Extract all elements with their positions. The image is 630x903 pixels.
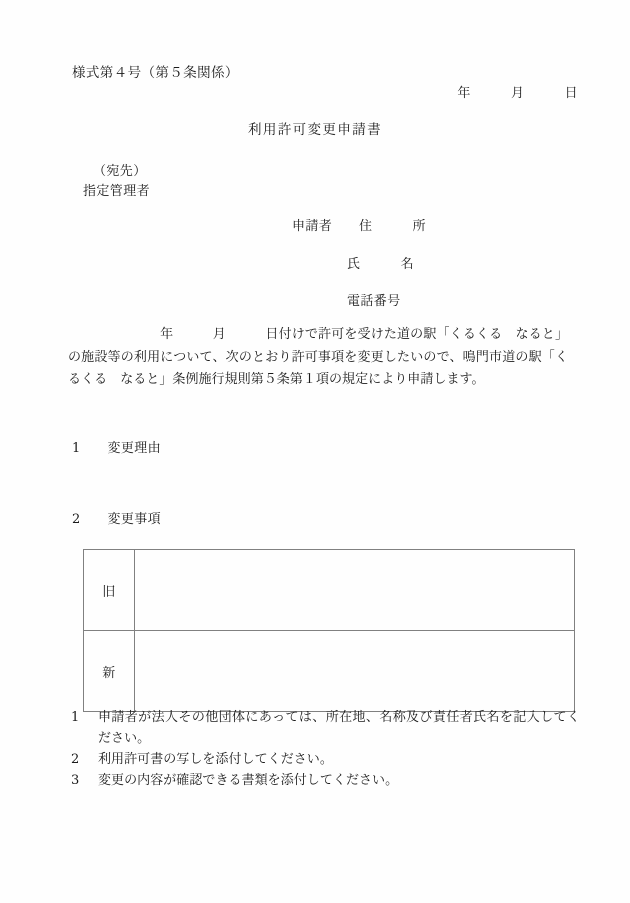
applicant-address-field: 申請者 住 所 xyxy=(292,219,427,234)
body-paragraph: 年 月 日付けで許可を受けた道の駅「くるくる なると」の施設等の利用について、次のとおり許可事項を変更したいので、鳴門市道の駅「くるくる なると」条例施行規則第５条第１項の規定により申請します。 xyxy=(68,327,568,387)
row-label-old: 旧 xyxy=(84,550,135,631)
row-label-new: 新 xyxy=(84,631,135,712)
applicant-name-field: 氏 名 xyxy=(347,257,415,272)
footer-notes xyxy=(68,707,580,791)
table-row xyxy=(84,550,575,631)
section-heading-reason: 1 変更理由 xyxy=(72,441,162,456)
addressee-name: 指定管理者 xyxy=(83,184,151,199)
table-row xyxy=(84,631,575,712)
note-item xyxy=(68,707,580,749)
form-number: 様式第４号（第５条関係） xyxy=(72,65,239,81)
addressee-label: （宛先） xyxy=(93,164,147,179)
note-text: 利用許可書の写しを添付してください。 xyxy=(98,752,333,767)
change-items-table xyxy=(83,549,575,712)
note-item xyxy=(68,770,580,791)
page-title: 利用許可変更申請書 xyxy=(247,122,383,138)
note-number: 1 xyxy=(71,710,80,725)
applicant-telephone-field: 電話番号 xyxy=(347,294,401,309)
note-number: 2 xyxy=(71,752,80,767)
date-entry-line: 年 月 日 xyxy=(457,86,578,101)
note-text: 変更の内容が確認できる書類を添付してください。 xyxy=(98,773,399,788)
note-text: 申請者が法人その他団体にあっては、所在地、名称及び責任者氏名を記入してください。 xyxy=(98,710,580,746)
note-item xyxy=(68,749,580,770)
section-heading-change-items: 2 変更事項 xyxy=(72,512,162,527)
row-value-old[interactable] xyxy=(135,550,575,631)
note-number: 3 xyxy=(71,773,80,788)
row-value-new[interactable] xyxy=(135,631,575,712)
